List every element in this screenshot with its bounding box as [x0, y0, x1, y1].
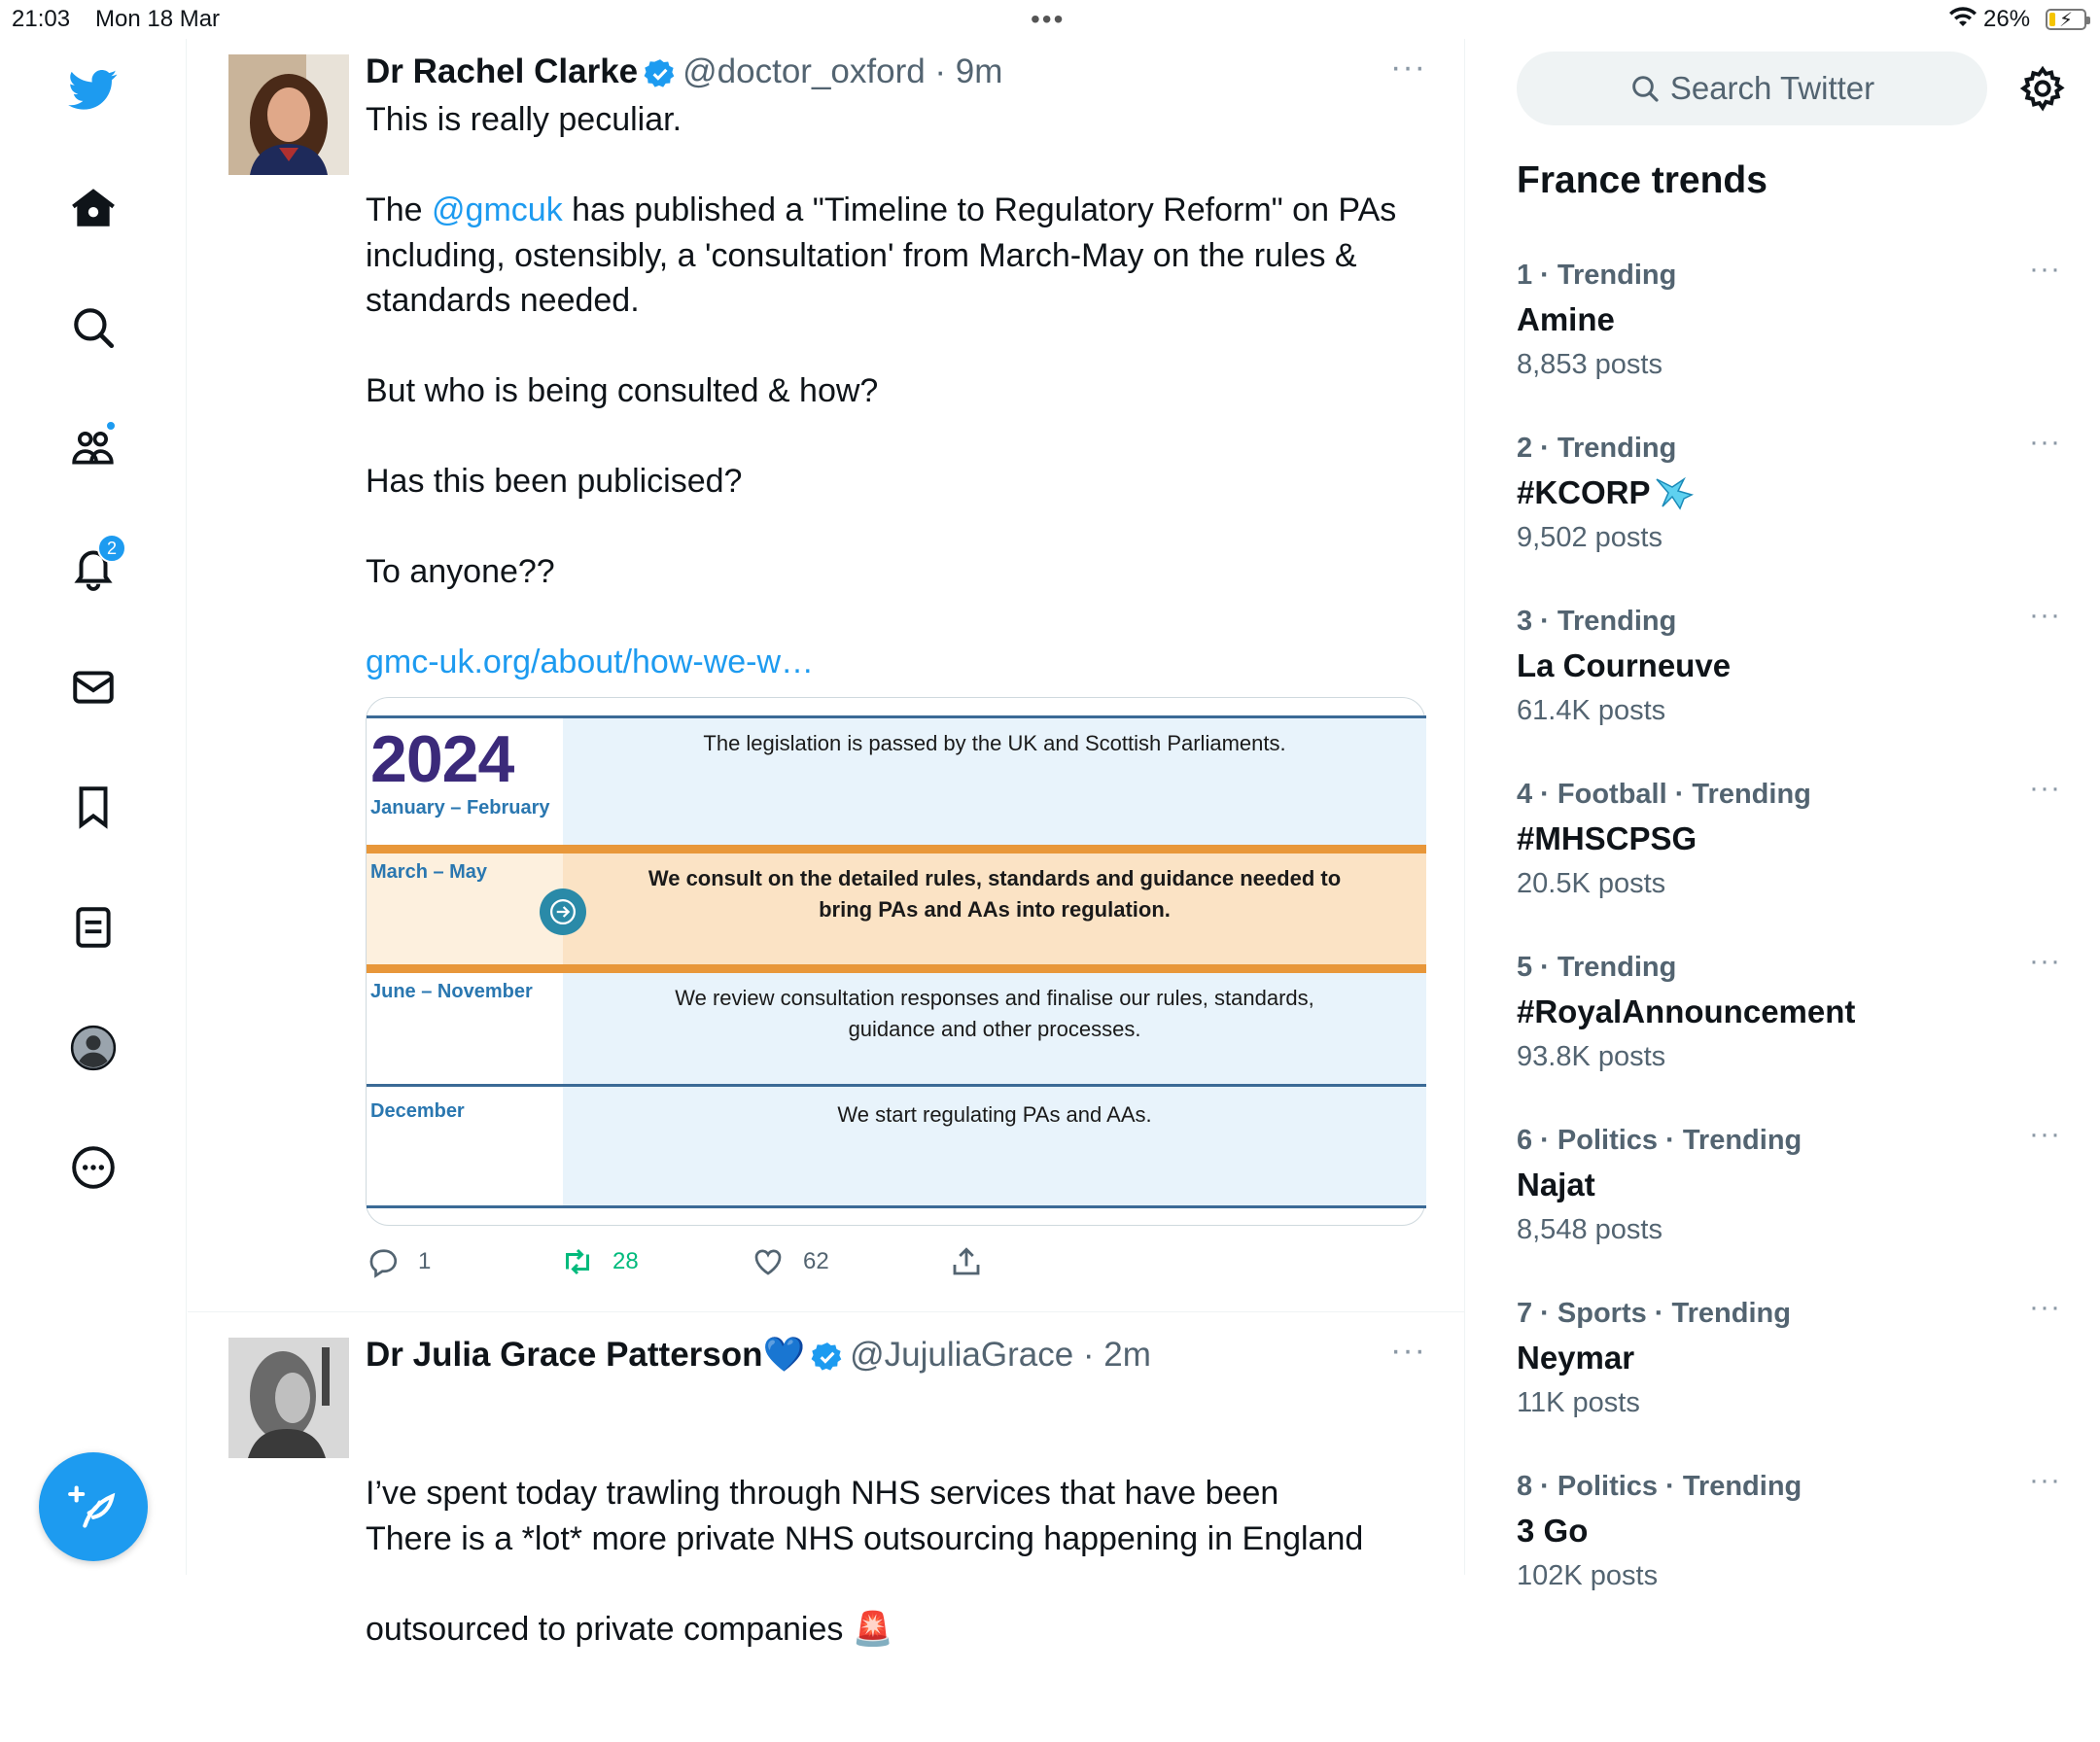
row-period: March – May [370, 861, 488, 883]
multitask-dots[interactable]: ••• [1031, 4, 1066, 34]
trend-context: 8 · Politics · Trending [1517, 1471, 1802, 1502]
timeline-divider [367, 1205, 1426, 1208]
tweet-text-paragraph [366, 188, 1416, 324]
trend-count: 8,853 posts [1517, 349, 1662, 380]
trend-name: Najat [1517, 1167, 1595, 1202]
trend-count: 20.5K posts [1517, 868, 1666, 899]
trend-name-row [1517, 470, 2061, 515]
trend-count: 61.4K posts [1517, 695, 1666, 726]
profile-avatar-icon[interactable] [64, 1019, 122, 1077]
tweet-question-1: But who is being consulted & how? [366, 372, 879, 409]
row-period: December [370, 1100, 465, 1122]
status-time: 21:03 [12, 6, 71, 32]
messages-envelope-icon[interactable] [64, 658, 122, 716]
trend-context: 2 · Trending [1517, 433, 1677, 464]
battery-percent: 26% [1983, 6, 2031, 32]
explore-search-icon[interactable] [64, 298, 122, 357]
trend-context: 5 · Trending [1517, 952, 1677, 983]
timeline [188, 39, 1465, 1648]
trend-item[interactable] [1517, 1464, 2061, 1629]
trend-count: 8,548 posts [1517, 1214, 1662, 1245]
mention-link[interactable]: @gmcuk [432, 192, 563, 228]
trend-context: 6 · Politics · Trending [1517, 1125, 1802, 1156]
tweet-media-image[interactable] [366, 697, 1425, 1226]
trend-more-button[interactable]: ··· [2029, 1464, 2061, 1496]
tweet-text-line: This is really peculiar. [366, 101, 682, 138]
tweet-more-button[interactable]: ··· [1390, 1332, 1426, 1369]
more-options-icon[interactable] [64, 1138, 122, 1197]
trend-item[interactable] [1517, 599, 2061, 764]
author-handle[interactable]: @JujuliaGrace [850, 1336, 1074, 1374]
tweet-card[interactable] [188, 39, 1465, 1311]
lists-icon[interactable] [64, 898, 122, 957]
tweet-avatar[interactable] [228, 1338, 349, 1458]
tweet-question-3: To anyone?? [366, 553, 555, 590]
trend-context: 3 · Trending [1517, 606, 1677, 637]
like-count: 62 [803, 1248, 829, 1274]
tweet-text-line: outsourced to private companies 🚨 [366, 1610, 894, 1648]
trend-name: La Courneuve [1517, 647, 1732, 683]
tweet-question-2: Has this been publicised? [366, 463, 743, 500]
kcorp-hashflag-icon [1651, 473, 1696, 512]
wifi-icon [1948, 6, 1978, 36]
status-date: Mon 18 Mar [95, 6, 221, 32]
timeline-year: 2024 [370, 722, 514, 796]
compose-feather-icon [68, 1481, 119, 1532]
author-handle[interactable]: @doctor_oxford [682, 52, 926, 90]
reply-count: 1 [418, 1248, 432, 1274]
trend-more-button[interactable]: ··· [2029, 1118, 2061, 1150]
author-name[interactable]: Dr Rachel Clarke [366, 52, 639, 90]
trend-name: Neymar [1517, 1340, 1635, 1376]
trend-count: 102K posts [1517, 1560, 1659, 1591]
trend-more-button[interactable]: ··· [2029, 426, 2061, 458]
trend-context: 7 · Sports · Trending [1517, 1298, 1791, 1329]
trend-more-button[interactable]: ··· [2029, 945, 2061, 977]
tweet-header [366, 1332, 1151, 1378]
tweet-card[interactable] [188, 1312, 1465, 1648]
tweet-text-line: I’ve spent today trawling through NHS services that have been [366, 1475, 1279, 1512]
trend-item[interactable] [1517, 772, 2061, 937]
row-text-line: guidance and other processes. [848, 1017, 1141, 1041]
tweet-header [366, 49, 1002, 95]
tweet-time[interactable]: · 2m [1082, 1336, 1151, 1374]
trend-name: 3 Go [1517, 1513, 1589, 1549]
tweet-url-link[interactable]: gmc-uk.org/about/how-we-w… [366, 644, 815, 680]
trend-item[interactable] [1517, 253, 2061, 418]
row-text [563, 983, 1426, 1045]
trend-context: 1 · Trending [1517, 260, 1677, 291]
trend-more-button[interactable]: ··· [2029, 599, 2061, 631]
trend-more-button[interactable]: ··· [2029, 1291, 2061, 1323]
row-text-line: We consult on the detailed rules, standards and guidance needed to [648, 866, 1342, 890]
verified-badge-icon [644, 57, 677, 90]
share-button[interactable] [949, 1244, 1001, 1279]
trend-more-button[interactable]: ··· [2029, 772, 2061, 804]
trend-more-button[interactable]: ··· [2029, 253, 2061, 285]
orange-divider [367, 964, 1426, 973]
trend-name: #KCORP [1517, 474, 1651, 510]
heart-icon [751, 1244, 786, 1279]
search-placeholder: Search Twitter [1669, 70, 1875, 106]
trend-name: #MHSCPSG [1517, 820, 1698, 856]
tweet-text-the: The [366, 192, 433, 228]
notifications-bell-icon[interactable] [64, 538, 122, 596]
communities-badge-dot [105, 420, 117, 432]
row-period: January – February [370, 797, 550, 819]
left-nav [0, 39, 187, 1575]
share-icon [949, 1244, 984, 1279]
retweet-count: 28 [612, 1248, 639, 1274]
retweet-button[interactable] [560, 1244, 639, 1279]
trend-item[interactable] [1517, 1118, 2061, 1283]
blue-heart-emoji: 💙 [762, 1336, 806, 1374]
reply-button[interactable] [366, 1244, 431, 1279]
trends-title: France trends [1517, 159, 1768, 201]
trend-name: #RoyalAnnouncement [1517, 993, 1856, 1029]
row-text-line: bring PAs and AAs into regulation. [819, 897, 1171, 922]
battery-icon [2046, 9, 2086, 30]
trend-count: 11K posts [1517, 1387, 1640, 1418]
trend-count: 93.8K posts [1517, 1041, 1666, 1072]
row-text: We start regulating PAs and AAs. [837, 1102, 1152, 1127]
tweet-text-line: There is a *lot* more private NHS outsourcing happening in England [366, 1520, 1364, 1557]
row-text-line: We review consultation responses and finalise our rules, standards, [675, 986, 1314, 1010]
reply-icon [366, 1244, 401, 1279]
row-text [563, 863, 1426, 925]
settings-gear-icon[interactable] [2018, 64, 2067, 113]
compose-tweet-button[interactable] [39, 1452, 148, 1561]
trend-name: Amine [1517, 301, 1615, 337]
like-button[interactable] [751, 1244, 829, 1279]
author-name[interactable]: Dr Julia Grace Patterson [366, 1336, 763, 1374]
trend-item[interactable] [1517, 1291, 2061, 1456]
battery-fill [2049, 13, 2055, 26]
trend-count: 9,502 posts [1517, 522, 1662, 553]
trend-item[interactable] [1517, 945, 2061, 1110]
battery-cap [2086, 17, 2090, 24]
row-text: The legislation is passed by the UK and Scottish Parliaments. [703, 731, 1286, 755]
tweet-time[interactable]: · 9m [934, 52, 1003, 90]
tweet-actions [366, 1244, 1338, 1293]
charging-bolt-icon: ⚡ [2059, 10, 2074, 31]
status-bar [0, 0, 2100, 39]
search-icon [1629, 73, 1661, 104]
search-input[interactable] [1517, 52, 1987, 125]
notifications-badge: 2 [97, 534, 126, 563]
twitter-logo-icon[interactable] [64, 60, 122, 119]
row-period: June – November [370, 981, 533, 1002]
home-icon[interactable] [64, 179, 122, 237]
tweet-avatar[interactable] [228, 54, 349, 175]
tweet-text-rest: has published a "Timeline to Regulatory Reform" on PAs including, ostensibly, a 'consultation' from March-May on the rules & standards needed. [366, 192, 1406, 319]
tweet-more-button[interactable]: ··· [1390, 49, 1426, 86]
retweet-icon [560, 1244, 595, 1279]
tweet-text [366, 97, 1416, 143]
right-sidebar [1466, 39, 2100, 1591]
orange-divider [367, 845, 1426, 854]
communities-icon[interactable] [64, 418, 122, 476]
bookmarks-icon[interactable] [64, 778, 122, 836]
trend-item[interactable] [1517, 426, 2061, 591]
verified-badge-icon [811, 1341, 844, 1374]
trend-context: 4 · Football · Trending [1517, 779, 1811, 810]
